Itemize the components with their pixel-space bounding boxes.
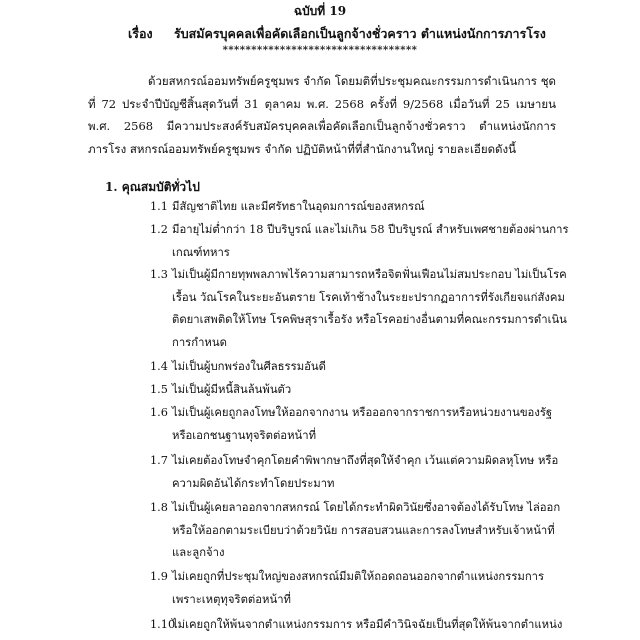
item-number: 1.3 — [150, 268, 168, 281]
item-text: ไม่เคยถูกที่ประชุมใหญ่ของสหกรณ์มีมติให้ถอดถอนออกจากตำแหน่งกรรมการเพราะเหตุทุจริตต่อหน้าที่ — [172, 570, 545, 606]
list-item — [150, 614, 570, 637]
list-item — [150, 402, 570, 447]
item-number: 1.6 — [150, 406, 168, 419]
item-number: 1.9 — [150, 570, 168, 583]
item-number: 1.8 — [150, 501, 168, 514]
item-number: 1.1 — [150, 200, 168, 213]
issue-number: ฉบับที่ 19 — [293, 4, 347, 18]
subject-line — [128, 24, 546, 44]
item-number: 1.2 — [150, 223, 168, 236]
item-number: 1.4 — [150, 360, 168, 373]
item-text: ไม่เป็นผู้มีหนี้สินล้นพ้นตัว — [172, 383, 292, 396]
item-text: ไม่เป็นผู้บกพร่องในศีลธรรมอันดี — [172, 360, 326, 373]
item-text: ไม่เคยถูกให้พ้นจากตำแหน่งกรรมการ หรือมีคำวินิจฉัยเป็นที่สุดให้พ้นจากตำแหน่ง — [172, 618, 563, 631]
list-item — [150, 379, 570, 402]
list-item — [150, 264, 570, 354]
item-number: 1.7 — [150, 454, 168, 467]
subject-text: รับสมัครบุคคลเพื่อคัดเลือกเป็นลูกจ้างชั่วคราว ตำแหน่งนักการภารโรง — [174, 26, 546, 41]
divider-stars: ********************************** — [222, 45, 418, 56]
intro-paragraph: ด้วยสหกรณ์ออมทรัพย์ครูชุมพร จำกัด โดยมติที่ประชุมคณะกรรมการดำเนินการ ชุดที่ 72 ประจำปีบัญชีสิ้นสุดวันที่ 31 ตุลาคม พ.ศ. 2568 ครั้งที่ 9/2568 เมื่อวันที่ 25 เมษายน พ.ศ. 2568 มีความประสงค์รับสมัครบุคคลเพื่อคัดเลือกเป็นลูกจ้างชั่วคราว ตำแหน่งนักการภารโรง สหกรณ์ออมทรัพย์ครูชุมพร จำกัด ปฏิบัติหน้าที่ที่สำนักงานใหญ่ รายละเอียดดังนี้ — [88, 74, 556, 156]
list-item — [150, 219, 570, 264]
item-number: 1.10 — [150, 618, 176, 631]
list-item — [150, 497, 570, 565]
section-heading: 1. คุณสมบัติทั่วไป — [105, 180, 200, 194]
item-text: ไม่เป็นผู้เคยถูกลงโทษให้ออกจากงาน หรือออกจากราชการหรือหน่วยงานของรัฐหรือเอกชนฐานทุจริตต่อหน้าที่ — [172, 406, 553, 442]
item-text: มีอายุไม่ต่ำกว่า 18 ปีบริบูรณ์ และไม่เกิน 58 ปีบริบูรณ์ สำหรับเพศชายต้องผ่านการเกณฑ์ทหาร — [172, 223, 569, 259]
item-text: ไม่เคยต้องโทษจำคุกโดยคำพิพากษาถึงที่สุดให้จำคุก เว้นแต่ความผิดลหุโทษ หรือความผิดอันได้กระทำโดยประมาท — [172, 454, 559, 490]
list-item — [150, 450, 570, 495]
subject-label: เรื่อง — [128, 26, 153, 41]
item-text: ไม่เป็นผู้เคยลาออกจากสหกรณ์ โดยได้กระทำผิดวินัยซึ่งอาจต้องได้รับโทษ ไล่ออกหรือให้ออกตามระเบียบว่าด้วยวินัย การสอบสวนและการลงโทษสำหรับเจ้าหน้าที่และลูกจ้าง — [172, 501, 561, 559]
item-text: มีสัญชาติไทย และมีศรัทธาในอุดมการณ์ของสหกรณ์ — [172, 200, 425, 213]
list-item — [150, 566, 570, 611]
list-item — [150, 356, 570, 379]
item-text: ไม่เป็นผู้มีกายทุพพลภาพไร้ความสามารถหรือจิตฟั่นเฟือนไม่สมประกอบ ไม่เป็นโรคเรื้อน วัณโรคในระยะอันตราย โรคเท้าช้างในระยะปรากฏอาการที่รังเกียจแก่สังคม ติดยาเสพติดให้โทษ โรคพิษสุราเรื้อรัง หรือโรคอย่างอื่นตามที่คณะกรรมการดำเนินการกำหนด — [172, 268, 567, 349]
list-item — [150, 196, 570, 219]
item-number: 1.5 — [150, 383, 168, 396]
